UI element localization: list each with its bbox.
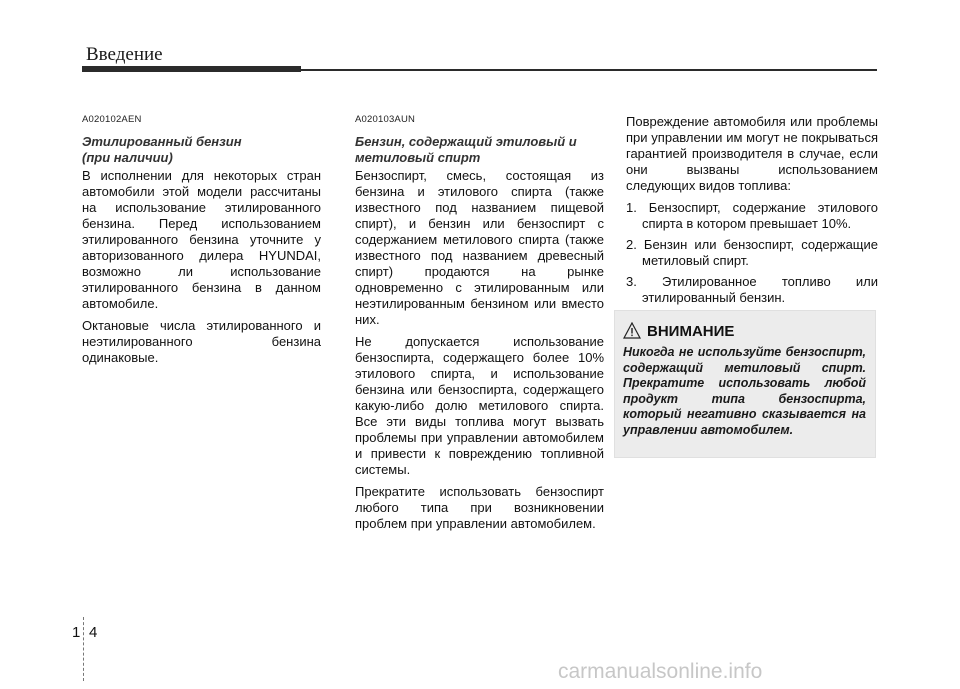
section-heading-line: метиловый спирт xyxy=(355,150,481,165)
header-rule-thin xyxy=(301,69,877,71)
warning-header xyxy=(623,321,866,341)
fuel-list xyxy=(626,200,878,306)
section-heading-line: Этилированный бензин xyxy=(82,134,242,149)
column-warranty xyxy=(626,114,878,311)
warning-title: ВНИМАНИЕ xyxy=(647,322,735,340)
list-item: 3. Этилированное топливо или этилированный бензин. xyxy=(626,274,878,305)
list-item: 1. Бензоспирт, содержание этилового спирта в котором превышает 10%. xyxy=(626,200,878,231)
body-paragraph: Бензоспирт, смесь, состоящая из бензина и этилового спирта (также известного под названием пищевой спирт), и бензин или бензоспирт с содержанием метилового спирта (также известного под названием древесный спирт) продаются на рынке одновременно с этилированным или неэтилированным бензином или вместо них. xyxy=(355,168,604,327)
warning-triangle-icon xyxy=(623,322,641,340)
page-number-chapter: 1 xyxy=(72,624,81,641)
warning-box xyxy=(614,310,876,458)
watermark: carmanualsonline.info xyxy=(558,660,763,683)
body-paragraph: Октановые числа этилированного и неэтилированного бензина одинаковые. xyxy=(82,318,321,365)
column-leaded-fuel xyxy=(82,112,321,372)
section-title: Введение xyxy=(86,44,163,65)
body-paragraph: Прекратите использовать бензоспирт любого типа при возникновении проблем при управлении автомобилем. xyxy=(355,484,604,531)
page-number-divider xyxy=(83,617,84,681)
section-heading xyxy=(355,134,604,166)
page-number-page: 4 xyxy=(89,624,98,641)
section-heading-line: Бензин, содержащий этиловый и xyxy=(355,134,577,149)
section-heading xyxy=(82,134,321,166)
body-paragraph: Не допускается использование бензоспирта, содержащего более 10% этилового спирта, и использование бензина или бензоспирта, содержащего какую-либо долю метилового спирта. Все эти виды топлива могут вызвать проблемы при управлении автомобилем и привести к повреждению топливной системы. xyxy=(355,334,604,477)
section-code: A020102AEN xyxy=(82,114,142,125)
body-paragraph: Повреждение автомобиля или проблемы при управлении им могут не покрываться гарантией производителя в случае, если они вызваны использованием следующих видов топлива: xyxy=(626,114,878,193)
warning-text: Никогда не используйте бензоспирт, содержащий метиловый спирт. Прекратите использовать любой продукт типа бензоспирта, который негативно сказывается на управлении автомобилем. xyxy=(623,345,866,437)
section-heading-line: (при наличии) xyxy=(82,150,173,165)
list-item: 2. Бензин или бензоспирт, содержащие метиловый спирт. xyxy=(626,237,878,268)
header-rule-thick xyxy=(82,66,301,72)
column-alcohol-fuel xyxy=(355,112,604,538)
section-code: A020103AUN xyxy=(355,114,416,125)
body-paragraph: В исполнении для некоторых стран автомобили этой модели рассчитаны на использование этилированного бензина. Перед использованием этилированного бензина уточните у авторизованного дилера HYUNDAI, возможно ли использование этилированного бензина в данном автомобиле. xyxy=(82,168,321,311)
